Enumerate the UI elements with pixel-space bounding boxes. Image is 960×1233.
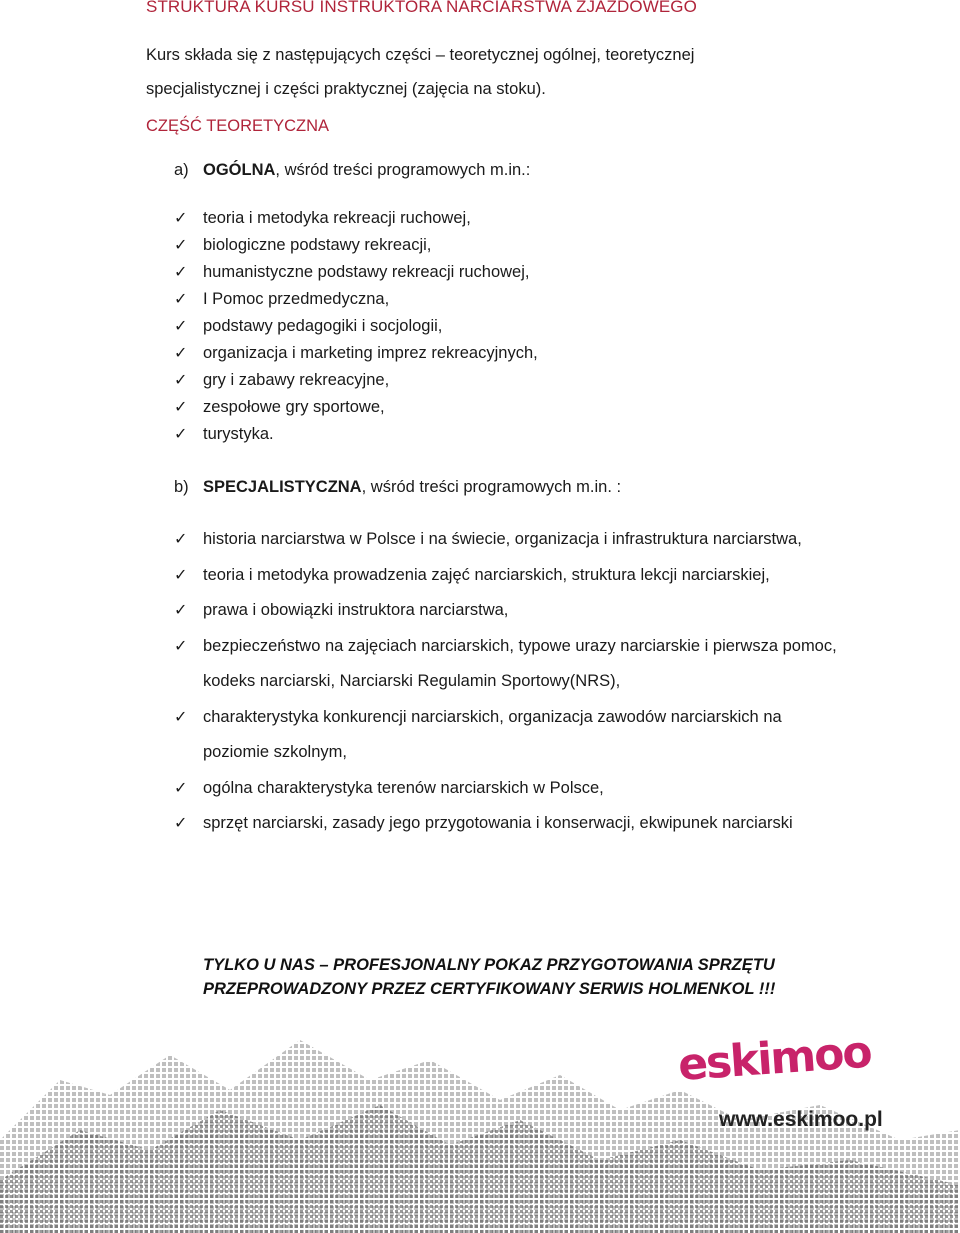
subsection-a-heading [174, 161, 530, 180]
general-topics-list [174, 205, 538, 448]
general-topic-item [174, 394, 538, 421]
specialist-topic-item-text: teoria i metodyka prowadzenia zajęć narciarskich, struktura lekcji narciarskiej, [203, 565, 770, 584]
checkmark-icon: ✓ [174, 779, 188, 797]
general-topic-item-text: gry i zabawy rekreacyjne, [203, 371, 390, 389]
checkmark-icon: ✓ [174, 708, 188, 726]
general-topic-item-text: organizacja i marketing imprez rekreacyjnych, [203, 344, 538, 362]
eskimoo-logo [676, 1026, 883, 1140]
general-topic-item-text: I Pomoc przedmedyczna, [203, 290, 390, 308]
general-topic-item [174, 421, 538, 448]
specialist-topic-item-text: charakterystyka konkurencji narciarskich, organizacja zawodów narciarskich na poziomie szkolnym, [203, 707, 782, 761]
general-topic-item-text: zespołowe gry sportowe, [203, 398, 385, 416]
document-title: STRUKTURA KURSU INSTRUKTORA NARCIARSTWA ZJAZDOWEGO [146, 0, 697, 16]
specialist-topic-item-text: historia narciarstwa w Polsce i na świecie, organizacja i infrastruktura narciarstwa, [203, 530, 802, 548]
logo-url: www.eskimoo.pl [719, 1108, 883, 1131]
checkmark-icon: ✓ [174, 318, 188, 335]
checkmark-icon: ✓ [174, 531, 188, 548]
specialist-topic-item [174, 558, 843, 594]
general-topic-item [174, 367, 538, 394]
general-topic-item-text: biologiczne podstawy rekreacji, [203, 236, 432, 254]
checkmark-icon: ✓ [174, 399, 188, 416]
checkmark-icon: ✓ [174, 291, 188, 308]
general-topic-item-text: teoria i metodyka rekreacji ruchowej, [203, 209, 471, 227]
checkmark-icon: ✓ [174, 815, 188, 832]
general-topic-item-text: humanistyczne podstawy rekreacji ruchowej, [203, 263, 530, 281]
checkmark-icon: ✓ [174, 602, 188, 619]
specialist-topic-item [174, 522, 843, 558]
subsection-b-letter: b) [174, 478, 189, 496]
subsection-a-bold: OGÓLNA [203, 161, 276, 179]
subsection-a-rest: , wśród treści programowych m.in.: [275, 161, 531, 179]
general-topic-item-text: podstawy pedagogiki i socjologii, [203, 317, 443, 335]
checkmark-icon: ✓ [174, 372, 188, 389]
specialist-topic-item [174, 806, 843, 842]
subsection-b-bold: SPECJALISTYCZNA [203, 478, 362, 496]
checkmark-icon: ✓ [174, 566, 188, 584]
logo-wordmark: eskimoo [676, 1026, 873, 1091]
checkmark-icon: ✓ [174, 237, 188, 254]
general-topic-item [174, 205, 538, 232]
checkmark-icon: ✓ [174, 264, 188, 281]
checkmark-icon: ✓ [174, 210, 188, 227]
specialist-topic-item [174, 771, 843, 807]
subsection-b-rest: , wśród treści programowych m.in. : [361, 478, 622, 496]
specialist-topic-item-text: sprzęt narciarski, zasady jego przygotowania i konserwacji, ekwipunek narciarski [203, 814, 793, 832]
general-topic-item [174, 340, 538, 367]
general-topic-item [174, 286, 538, 313]
intro-paragraph: Kurs składa się z następujących części – teoretycznej ogólnej, teoretycznej specjalistycznej i części praktycznej (zajęcia na stoku). [146, 46, 695, 98]
general-topic-item [174, 259, 538, 286]
general-topic-item [174, 232, 538, 259]
promo-text: TYLKO U NAS – PROFESJONALNY POKAZ PRZYGOTOWANIA SPRZĘTU PRZEPROWADZONY PRZEZ CERTYFIKOWANY SERWIS HOLMENKOL !!! [203, 956, 776, 998]
general-topic-item-text: turystyka. [203, 425, 274, 443]
subsection-a-letter: a) [174, 161, 189, 179]
specialist-topic-item-text: ogólna charakterystyka terenów narciarskich w Polsce, [203, 778, 604, 797]
general-topic-item [174, 313, 538, 340]
specialist-topic-item-text: bezpieczeństwo na zajęciach narciarskich, typowe urazy narciarskie i pierwsza pomoc, kodeks narciarski, Narciarski Regulamin Sportowy(NRS), [203, 636, 837, 690]
specialist-topic-item [174, 593, 843, 629]
specialist-topic-item [174, 629, 843, 700]
specialist-topic-item-text: prawa i obowiązki instruktora narciarstwa, [203, 601, 509, 619]
checkmark-icon: ✓ [174, 345, 188, 362]
specialist-topic-item [174, 700, 843, 771]
checkmark-icon: ✓ [174, 426, 188, 443]
section-heading: CZĘŚĆ TEORETYCZNA [146, 117, 330, 135]
checkmark-icon: ✓ [174, 637, 188, 655]
subsection-b-heading [174, 478, 621, 497]
specialist-topics-list [174, 522, 843, 842]
